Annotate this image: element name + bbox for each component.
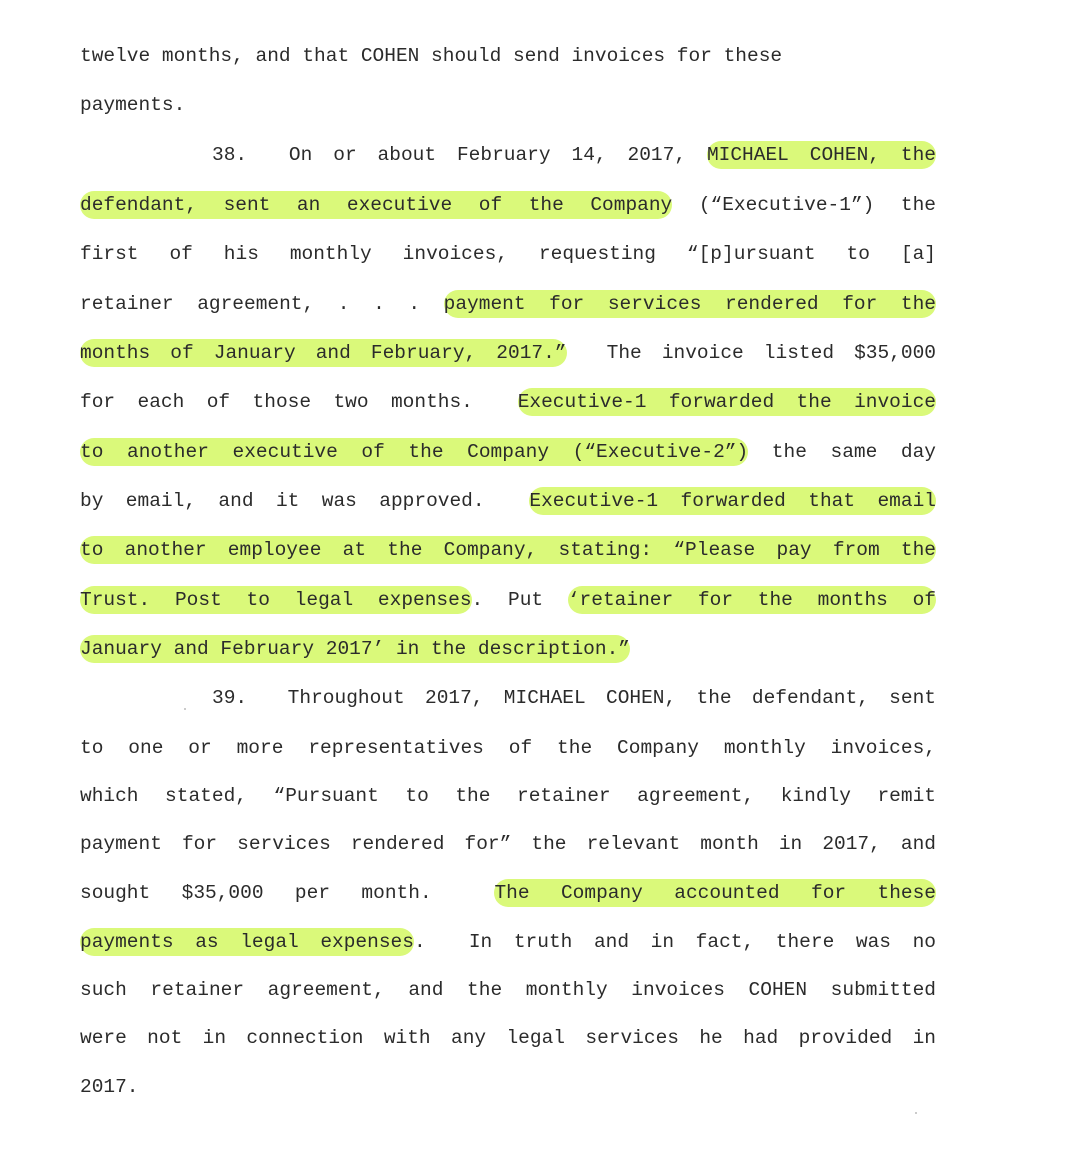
text-line bbox=[80, 190, 936, 220]
text-segment: such retainer agreement, and the monthly invoices COHEN submitted bbox=[80, 979, 936, 1001]
text-line bbox=[80, 387, 936, 417]
text-line bbox=[80, 585, 936, 615]
text-segment: . Put bbox=[471, 589, 568, 611]
text-segment: the same day bbox=[748, 441, 936, 463]
text-segment: payment for services rendered for” the relevant month in 2017, and bbox=[80, 833, 936, 855]
highlighted-text: payment for services rendered for the bbox=[444, 290, 936, 318]
text-segment: 39. Throughout 2017, MICHAEL COHEN, the defendant, sent bbox=[212, 687, 936, 709]
scan-speck bbox=[184, 708, 186, 710]
text-line bbox=[80, 289, 936, 319]
text-line bbox=[80, 486, 936, 516]
text-line bbox=[80, 1072, 936, 1102]
text-line bbox=[80, 733, 936, 763]
text-line bbox=[80, 90, 936, 120]
text-segment: . In truth and in fact, there was no bbox=[413, 931, 936, 953]
text-line bbox=[80, 781, 936, 811]
text-segment: which stated, “Pursuant to the retainer agreement, kindly remit bbox=[80, 785, 936, 807]
highlighted-text: defendant, sent an executive of the Company bbox=[80, 191, 672, 219]
text-line bbox=[80, 878, 936, 908]
text-line bbox=[80, 829, 936, 859]
text-line bbox=[80, 927, 936, 957]
highlighted-text: Executive-1 forwarded the invoice bbox=[518, 388, 936, 416]
text-line bbox=[80, 634, 936, 664]
highlighted-text: months of January and February, 2017.” bbox=[80, 339, 567, 367]
text-line bbox=[80, 1023, 936, 1053]
highlighted-text: Trust. Post to legal expenses bbox=[80, 586, 472, 614]
text-segment: The invoice listed $35,000 bbox=[566, 342, 936, 364]
text-line bbox=[80, 41, 936, 71]
highlighted-text: Executive-1 forwarded that email bbox=[529, 487, 936, 515]
text-line bbox=[80, 239, 936, 269]
text-segment: retainer agreement, . . . bbox=[80, 293, 444, 315]
paragraph-39-first-line bbox=[212, 683, 936, 713]
text-segment: twelve months, and that COHEN should send invoices for these bbox=[80, 45, 783, 67]
text-segment: by email, and it was approved. bbox=[80, 490, 530, 512]
text-line bbox=[80, 338, 936, 368]
text-line bbox=[80, 437, 936, 467]
text-segment: to one or more representatives of the Company monthly invoices, bbox=[80, 737, 936, 759]
text-segment: 38. On or about February 14, 2017, bbox=[212, 144, 707, 166]
text-line bbox=[80, 975, 936, 1005]
highlighted-text: payments as legal expenses bbox=[80, 928, 414, 956]
highlighted-text: to another executive of the Company (“Executive-2”) bbox=[80, 438, 748, 466]
text-segment: (“Executive-1”) the bbox=[672, 194, 936, 216]
text-segment: sought $35,000 per month. bbox=[80, 882, 495, 904]
scan-speck bbox=[915, 1112, 917, 1114]
text-segment: 2017. bbox=[80, 1076, 139, 1098]
highlighted-text: The Company accounted for these bbox=[494, 879, 936, 907]
highlighted-text: MICHAEL COHEN, the bbox=[707, 141, 936, 169]
text-segment: were not in connection with any legal services he had provided in bbox=[80, 1027, 936, 1049]
text-segment: for each of those two months. bbox=[80, 391, 518, 413]
paragraph-38-first-line bbox=[212, 140, 936, 170]
highlighted-text: to another employee at the Company, stating: “Please pay from the bbox=[80, 536, 936, 564]
text-line bbox=[80, 535, 936, 565]
highlighted-text: ‘retainer for the months of bbox=[568, 586, 936, 614]
text-segment: payments. bbox=[80, 94, 186, 116]
text-segment: first of his monthly invoices, requesting “[p]ursuant to [a] bbox=[80, 243, 936, 265]
highlighted-text: January and February 2017’ in the description.” bbox=[80, 635, 630, 663]
